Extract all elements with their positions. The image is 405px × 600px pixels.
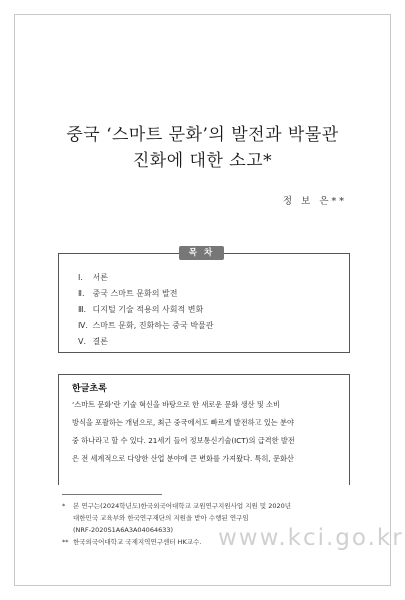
paper-title-line-1: 중국 ‘스마트 문화’의 발전과 박물관 (66, 125, 339, 145)
footnote-line: 대한민국 교육부와 한국연구재단의 지원을 받아 수행된 연구임 (73, 514, 249, 522)
footnote-line (62, 500, 352, 512)
toc-item-number: Ⅰ. (78, 273, 83, 282)
toc-item-label: 서론 (92, 273, 109, 282)
abstract-heading: 한글초록 (72, 384, 107, 394)
abstract-line: ‘스마트 문화’란 기술 혁신을 바탕으로 한 새로운 문화 생산 및 소비 (72, 400, 280, 409)
toc-item-label: 스마트 문화, 진화하는 중국 박물관 (92, 321, 214, 330)
footnote-marker: * (62, 502, 66, 510)
toc-item (78, 334, 213, 350)
toc-item (78, 270, 213, 286)
footnote-line: (NRF-2020S1A6A3A04064633) (73, 526, 174, 534)
toc-item (78, 302, 213, 318)
toc-list (78, 270, 213, 350)
footnote-text: 본 연구는(2024학년도)한국외국어대학교 교원연구지원사업 지원 및 2020년 (73, 502, 292, 510)
toc-item-number: Ⅳ. (78, 321, 88, 330)
watermark: www.kci.go.kr (218, 525, 404, 551)
toc-header: 목 차 (179, 246, 224, 260)
paper-title-line-2: 진화에 대한 소고* (132, 151, 273, 171)
toc-item-number: Ⅱ. (78, 289, 85, 298)
footnote-marker: ** (62, 538, 69, 546)
author-name: 정 보 은** (282, 196, 347, 207)
abstract-line: 은 전 세계적으로 다양한 산업 분야에 큰 변화를 가져왔다. 특히, 문화산 (72, 454, 294, 463)
toc-item-number: Ⅲ. (78, 305, 87, 314)
abstract-line: 방식을 포괄하는 개념으로, 최근 중국에서도 빠르게 발전하고 있는 분야 (72, 418, 294, 427)
toc-item-label: 중국 스마트 문화의 발전 (92, 289, 178, 298)
toc-item (78, 286, 213, 302)
abstract-body (72, 396, 340, 468)
footnote-text: 한국외국어대학교 국제지역연구센터 HK교수. (73, 538, 202, 546)
toc-item-label: 디지털 기술 적용의 사회적 변화 (92, 305, 204, 314)
footnote-divider (62, 494, 162, 495)
toc-item-number: Ⅴ. (78, 337, 87, 346)
toc-item-label: 결론 (92, 337, 109, 346)
abstract-line: 중 하나라고 할 수 있다. 21세기 들어 정보통신기술(ICT)의 급격한 발전 (72, 436, 295, 445)
toc-item (78, 318, 213, 334)
